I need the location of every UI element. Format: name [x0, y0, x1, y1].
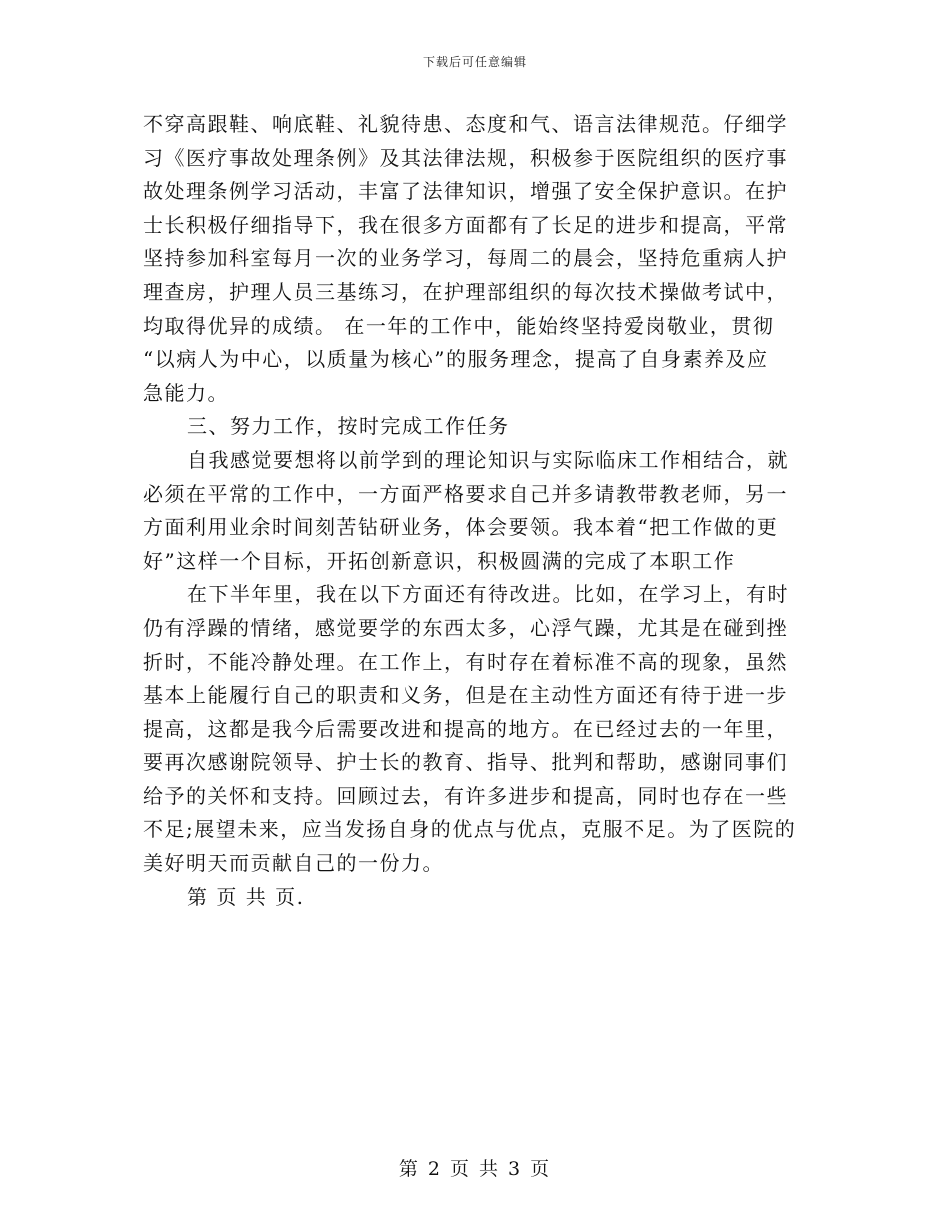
text-line: 要再次感谢院领导、护士长的教育、指导、批判和帮助，感谢同事们 [143, 750, 788, 775]
text-line: 方面利用业余时间刻苦钻研业务，体会要领。我本着“把工作做的更 [143, 515, 779, 540]
text-line: 理查房，护理人员三基练习，在护理部组织的每次技术操做考试中， [143, 279, 788, 304]
text-line: 三、努力工作，按时完成工作任务 [187, 414, 510, 439]
page-footer: 第 2 页 共 3 页 [398, 1158, 552, 1180]
text-line: 不穿高跟鞋、响底鞋、礼貌待患、态度和气、语言法律规范。仔细学 [143, 112, 788, 136]
document-body [143, 108, 813, 914]
text-line: 提高，这都是我今后需要改进和提高的地方。在已经过去的一年里， [143, 716, 788, 741]
text-line: “以病人为中心，以质量为核心”的服务理念，提高了自身素养及应 [143, 347, 769, 372]
text-line: 习《医疗事故处理条例》及其法律法规，积极参于医院组织的医疗事 [143, 145, 788, 170]
text-line: 故处理条例学习活动，丰富了法律知识，增强了安全保护意识。在护 [143, 179, 788, 204]
text-line: 给予的关怀和支持。回顾过去，有许多进步和提高，同时也存在一些 [143, 783, 788, 808]
text-line: 急能力。 [143, 380, 229, 405]
text-line: 士长积极仔细指导下，我在很多方面都有了长足的进步和提高，平常 [143, 212, 788, 237]
text-line: 第 页 共 页. [187, 884, 305, 909]
text-line: 自我感觉要想将以前学到的理论知识与实际临床工作相结合，就 [187, 447, 789, 472]
text-line: 不足;展望未来，应当发扬自身的优点与优点，克服不足。为了医院的 [143, 817, 797, 842]
text-line: 仍有浮躁的情绪，感觉要学的东西太多，心浮气躁，尤其是在碰到挫 [143, 615, 788, 640]
text-line: 折时，不能冷静处理。在工作上，有时存在着标准不高的现象，虽然 [143, 649, 788, 674]
text-line: 好”这样一个目标，开拓创新意识，积极圆满的完成了本职工作 [143, 548, 736, 573]
text-line: 必须在平常的工作中，一方面严格要求自己并多请教带教老师，另一 [143, 481, 788, 506]
header-note: 下载后可任意编辑 [422, 55, 527, 69]
text-line: 坚持参加科室每月一次的业务学习，每周二的晨会，坚持危重病人护 [143, 246, 788, 271]
text-line: 在下半年里，我在以下方面还有待改进。比如，在学习上，有时 [187, 582, 789, 607]
text-line: 均取得优异的成绩。 在一年的工作中，能始终坚持爱岗敬业，贯彻 [143, 313, 775, 338]
text-line: 基本上能履行自己的职责和义务，但是在主动性方面还有待于进一步 [143, 683, 788, 708]
text-line: 美好明天而贡献自己的一份力。 [143, 851, 444, 876]
